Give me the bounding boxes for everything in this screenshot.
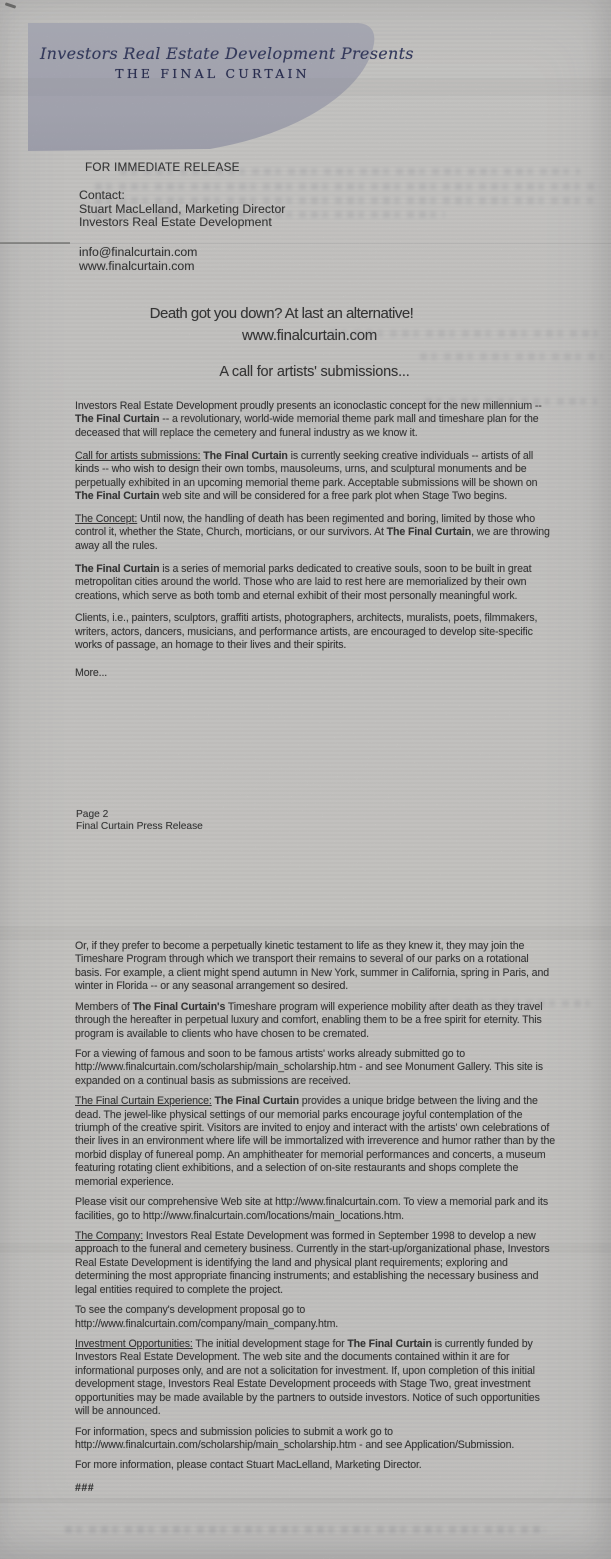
paragraph (75, 1338, 555, 1419)
paragraph (75, 1426, 555, 1453)
scan-corner-mark (5, 2, 16, 8)
text-run: The Final Curtain (203, 449, 288, 462)
text-run: Until now, the handling of death has been regimented and boring, limited by those who control it, whether the State, Church, morticians, or our survivors. At (75, 512, 535, 539)
page1-body (75, 400, 555, 690)
text-run: Or, if they prefer to become a perpetually kinetic testament to life as they knew it, they may join the Timeshare Program through which we transport their remains to several of our parks on a rotational basis. For example, a client might spend autumn in New York, summer in California, spring in Paris, and winter in Florida -- or any seasonal arrangement so desired. (75, 940, 550, 993)
headline (0, 303, 611, 347)
contact-email: info@finalcurtain.com (79, 245, 198, 259)
bleed-through-artifact (65, 1526, 545, 1533)
text-run: The Final Curtain (75, 562, 160, 575)
text-run: To see the company's development proposal go to http://www.finalcurtain.com/company/main_company.htm. (75, 1304, 339, 1330)
paragraph (75, 1459, 555, 1472)
text-run: The Final Curtain (214, 1095, 299, 1108)
bleed-through-artifact (420, 353, 602, 360)
paragraph (75, 612, 555, 652)
headline-line2: www.finalcurtain.com (242, 327, 377, 344)
paragraph (75, 1230, 555, 1297)
letterhead-presents-line: Investors Real Estate Development Presents (40, 44, 414, 63)
contact-web-block (79, 246, 197, 273)
text-run: Timeshare program will experience mobility after death as they travel through the hereafter in perpetual luxury and comfort, enabling them to be a free spirit for eternity. This program is available to clients who have chosen to be cremated. (75, 1000, 543, 1040)
text-run: For a viewing of famous and soon to be famous artists' works already submitted go to http://www.finalcurtain.com/scholarship/main_scholarship.htm - and see Monument Gallery. This site is expanded on a continual basis as submissions are received. (75, 1047, 543, 1087)
headline-line1: Death got you down? At last an alternative! (149, 305, 414, 322)
more-indicator: More... (75, 666, 108, 679)
text-run: For information, specs and submission policies to submit a work go to http://www.finalcurtain.com/scholarship/main_scholarship.htm - and see Application/Submission. (75, 1425, 515, 1451)
text-run: The Final Curtain's (132, 1000, 226, 1013)
contact-name: Stuart MacLelland, Marketing Director (79, 201, 286, 216)
text-run: The Final Curtain (75, 490, 160, 503)
text-run: The Final Curtain Experience: (75, 1095, 212, 1108)
contact-label: Contact: (79, 188, 125, 202)
text-run: Please visit our comprehensive Web site at http://www.finalcurtain.com. To view a memorial park and its facilities, go to http://www.finalcurtain.com/locations/main_locations.htm. (75, 1196, 549, 1222)
paragraph (75, 940, 555, 994)
contact-website: www.finalcurtain.com (79, 258, 195, 273)
contact-company: Investors Real Estate Development (79, 215, 272, 230)
text-run: The Final Curtain (75, 413, 160, 426)
scan-band (0, 926, 611, 940)
paragraph (75, 400, 555, 440)
text-run: -- a revolutionary, world-wide memorial theme park mall and timeshare plan for the deceased that will replace the cemetery and funeral industry as we know it. (75, 413, 539, 439)
text-run: Investors Real Estate Development was formed in September 1998 to develop a new approach to the funeral and cemetery business. Currently in the start-up/organizational phase, Investors Real Estate Development is identifying the land and physical plant requirements; exploring and determining the most appropriate financing instruments; and establishing the necessary business and legal entities required to complete the project. (75, 1230, 550, 1296)
fold-crease (0, 243, 611, 244)
text-run: The Company: (75, 1230, 144, 1243)
page1-paragraphs (75, 400, 555, 653)
paragraph (75, 450, 555, 504)
text-run: web site and will be considered for a free park plot when Stage Two begins. (159, 490, 508, 503)
text-run: The Final Curtain (386, 526, 472, 539)
paragraph (75, 1048, 555, 1088)
text-run: Clients, i.e., painters, sculptors, graffiti artists, photographers, architects, muralists, poets, filmmakers, writers, actors, dancers, musicians, and performance artists, are encouraged to develop site-specific works of passage, an homage to their lives and their spirits. (75, 612, 538, 652)
end-mark: ### (75, 1481, 95, 1494)
page2-header (76, 809, 203, 834)
paragraph (75, 1304, 555, 1331)
paragraph (75, 1095, 555, 1189)
text-run: Investment Opportunities: (75, 1337, 193, 1350)
paragraph (75, 1001, 555, 1041)
text-run: is currently seeking creative individuals -- artists of all kinds -- who wish to design their own tombs, mausoleums, urns, and sculptural monuments and be perpetually exhibited in an upcoming memorial theme park. Acceptable submissions will be shown on (75, 449, 538, 489)
text-run: Members of (75, 1000, 133, 1013)
paragraph (75, 563, 555, 603)
page-number: Page 2 (76, 809, 109, 820)
text-run: is a series of memorial parks dedicated to creative souls, soon to be built in great metropolitan cities around the world. Those who are laid to rest here are memorialized by their own creations, which serve as both tomb and eternal exhibit of their most personally meaningful work. (75, 562, 532, 602)
fold-crease (0, 242, 70, 244)
letterhead-banner (26, 21, 414, 155)
text-run: The Final Curtain (347, 1337, 432, 1350)
text-run: Call for artists submissions: (75, 449, 201, 462)
text-run: The initial development stage for (192, 1337, 348, 1350)
text-run: is currently funded by Investors Real Estate Development. The web site and the documents contained within it are for informational purposes only, and are not a solicitation for investment. If, upon completion of this initial development stage, Investors Real Estate Development proceeds with Stage Two, great investment opportunities may be made available by the partners to outside investors. Notice of such opportunities will be announced. (75, 1337, 540, 1418)
letterhead-title: THE FINAL CURTAIN (115, 66, 310, 81)
paragraph (75, 513, 555, 553)
text-run: provides a unique bridge between the living and the dead. The jewel-like physical settings of our memorial parks encourage joyful contemplation of the triumph of the creative spirit. Visitors are invited to enjoy and interact with the artists' own celebrations of their lives in an environment where life will be immortalized with irreverence and humor rather than by the morbid display of funereal pomp. An amphitheater for memorial performances and concerts, a museum featuring rotating client exhibitions, and a selection of on-site restaurants and shops complete the memorial experience. (75, 1095, 555, 1188)
contact-block (79, 189, 285, 230)
for-immediate-release: FOR IMMEDIATE RELEASE (85, 160, 240, 174)
subheadline: A call for artists' submissions... (219, 364, 410, 380)
text-run: For more information, please contact Stuart MacLelland, Marketing Director. (75, 1459, 422, 1472)
letterhead-banner-shape (28, 23, 374, 151)
page2-paragraphs (75, 940, 555, 1473)
text-run: The Concept: (75, 512, 138, 525)
page-header-title: Final Curtain Press Release (76, 821, 203, 833)
paragraph (75, 1196, 555, 1223)
page2-body (75, 940, 555, 1502)
text-run: Investors Real Estate Development proudly presents an iconoclastic concept for the new millennium -- (75, 400, 542, 412)
text-run: , we are throwing away all the rules. (75, 526, 550, 552)
